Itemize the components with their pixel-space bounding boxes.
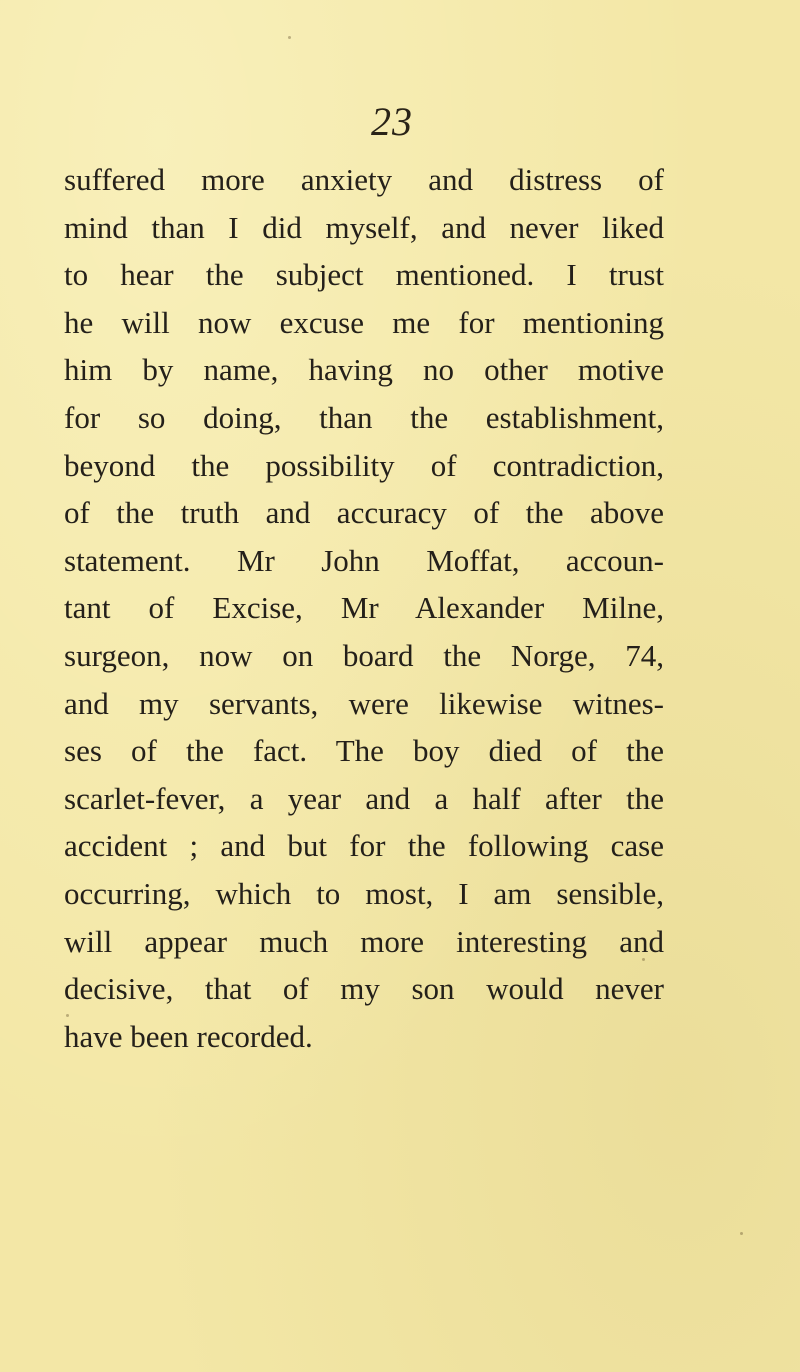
paper-speck [288,36,291,39]
text-line: of the truth and accuracy of the above [64,495,664,531]
text-line: occurring, which to most, I am sensible, [64,875,664,911]
text-line: beyond the possibility of contradiction, [64,447,664,483]
text-line: for so doing, than the establishment, [64,399,664,435]
text-line: to hear the subject mentioned. I trust [64,257,664,293]
text-line: surgeon, now on board the Norge, 74, [64,637,664,673]
text-line: ses of the fact. The boy died of the [64,733,664,769]
page-body-text [64,156,664,1060]
text-line: him by name, having no other motive [64,352,664,388]
text-line: suffered more anxiety and distress of [64,162,664,197]
text-line: and my servants, were likewise witnes- [64,685,664,721]
paper-speck [740,1232,743,1235]
text-line: accident ; and but for the following case [64,828,664,864]
page-number: 23 [371,99,413,144]
text-line: scarlet-fever, a year and a half after the [64,780,664,816]
text-line: statement. Mr John Moffat, accoun- [64,542,664,578]
text-line: he will now excuse me for mentioning [64,304,664,340]
text-line: mind than I did myself, and never liked [64,209,664,245]
paper-speck [642,958,645,961]
text-line: decisive, that of my son would never [64,971,664,1007]
text-line: will appear much more interesting and [64,923,664,959]
text-line: tant of Excise, Mr Alexander Milne, [64,590,664,626]
text-line: have been recorded. [64,1018,313,1054]
paper-speck [66,1014,69,1017]
